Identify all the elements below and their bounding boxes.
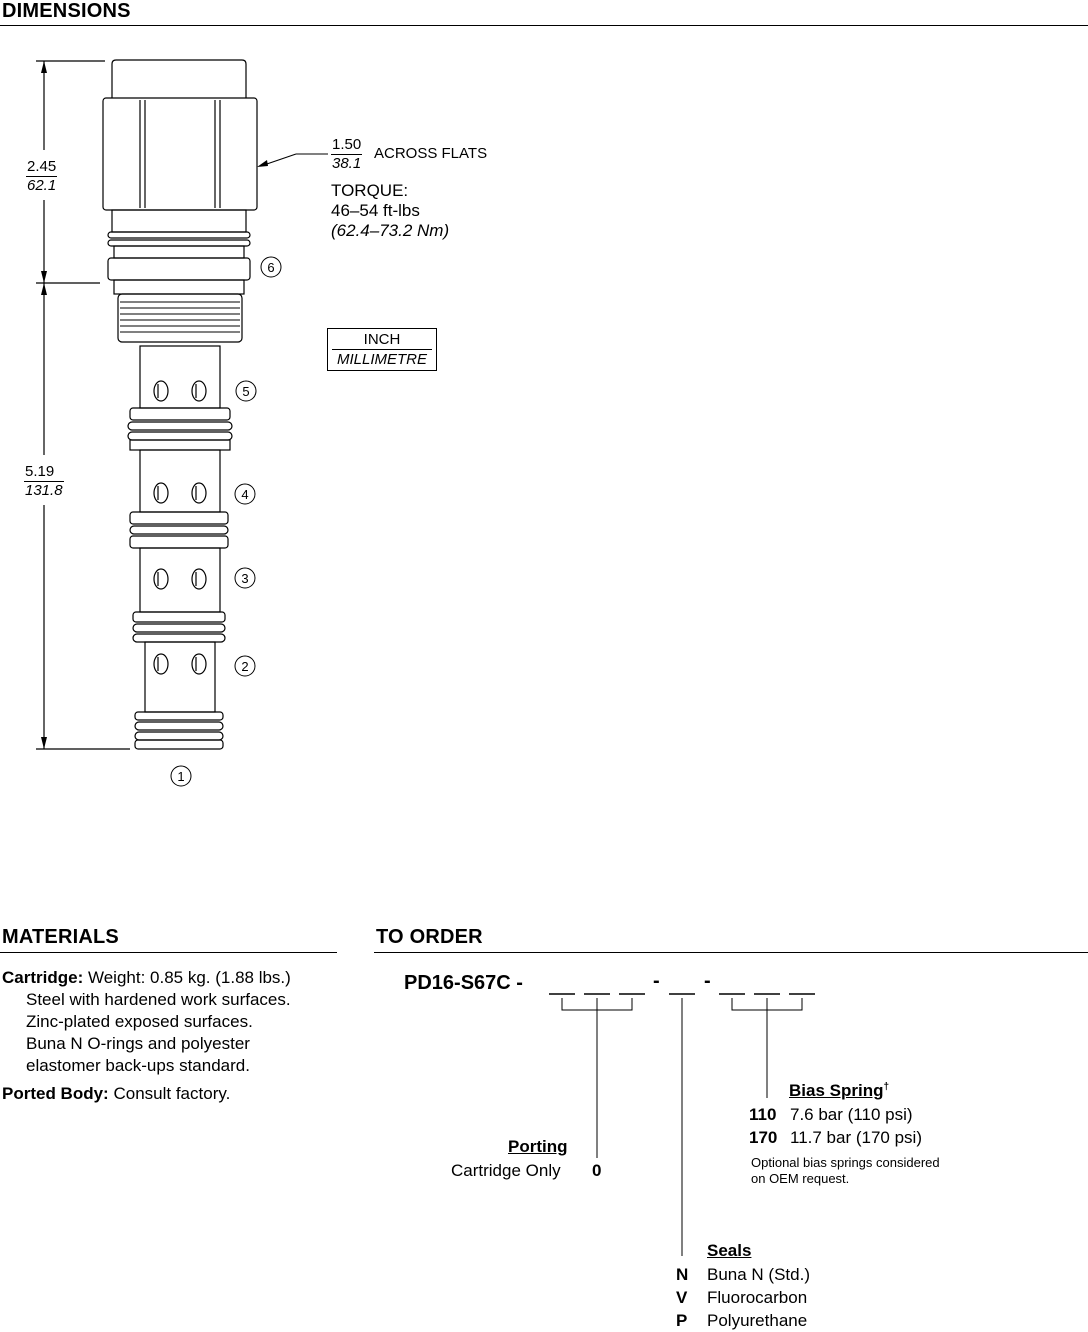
bias-option-170-label: 11.7 bar (170 psi) xyxy=(790,1128,922,1147)
materials-heading: MATERIALS xyxy=(2,926,119,948)
bias-option-170-code: 170 xyxy=(749,1128,778,1147)
torque-metric: (62.4–73.2 Nm) xyxy=(331,221,450,240)
model-code: PD16-S67C - xyxy=(404,972,523,994)
ported-body-text: Consult factory. xyxy=(113,1084,231,1103)
port-5-label: 5 xyxy=(242,384,250,399)
port-4-label: 4 xyxy=(241,487,249,502)
port-1-label: 1 xyxy=(177,769,185,784)
cartridge-line-4: Buna N O-rings and polyester xyxy=(26,1034,250,1053)
torque-label: TORQUE: xyxy=(331,181,409,200)
model-dash-2: - xyxy=(704,970,711,992)
seal-option-p-code: P xyxy=(676,1311,688,1330)
ported-body-label: Ported Body: xyxy=(2,1084,109,1103)
port-6-label: 6 xyxy=(267,260,275,275)
torque-value: 46–54 ft-lbs xyxy=(331,201,420,220)
bias-note-line-2: on OEM request. xyxy=(751,1171,850,1186)
model-dash-1: - xyxy=(653,970,660,992)
seals-title: Seals xyxy=(707,1241,752,1260)
seal-option-v-label: Fluorocarbon xyxy=(707,1288,808,1307)
across-flats-mm: 38.1 xyxy=(332,155,362,172)
porting-title: Porting xyxy=(508,1137,568,1156)
cartridge-weight: Weight: 0.85 kg. (1.88 lbs.) xyxy=(87,968,291,987)
cartridge-line-5: elastomer back-ups standard. xyxy=(26,1056,250,1075)
across-flats-inch: 1.50 xyxy=(332,136,362,153)
bias-option-110-label: 7.6 bar (110 psi) xyxy=(790,1105,913,1124)
cartridge-line-3: Zinc-plated exposed surfaces. xyxy=(26,1012,253,1031)
across-flats-label: ACROSS FLATS xyxy=(374,145,488,162)
unit-key-mm: MILLIMETRE xyxy=(336,351,427,368)
bias-spring-title: Bias Spring† xyxy=(789,1081,890,1100)
bias-spring-mark: † xyxy=(883,1081,890,1093)
unit-key-inch: INCH xyxy=(363,331,401,348)
cartridge-line-2: Steel with hardened work surfaces. xyxy=(26,990,291,1009)
dim-lower-mm: 131.8 xyxy=(25,482,63,499)
bias-option-110-code: 110 xyxy=(749,1105,777,1124)
seal-option-p-label: Polyurethane xyxy=(707,1311,808,1330)
dim-upper-mm: 62.1 xyxy=(27,177,57,194)
porting-option-code: 0 xyxy=(592,1161,602,1180)
port-3-label: 3 xyxy=(241,571,249,586)
order-heading: TO ORDER xyxy=(376,926,483,948)
bias-note xyxy=(751,1155,940,1187)
seal-option-v-code: V xyxy=(676,1288,688,1307)
dim-lower-inch: 5.19 xyxy=(24,463,64,482)
bias-note-line-1: Optional bias springs considered xyxy=(751,1155,940,1170)
dim-upper-inch: 2.45 xyxy=(27,158,57,175)
port-2-label: 2 xyxy=(241,659,249,674)
seal-option-n-code: N xyxy=(676,1265,689,1284)
seal-option-n-label: Buna N (Std.) xyxy=(707,1265,810,1284)
cartridge-label: Cartridge: xyxy=(2,968,84,987)
porting-option-label: Cartridge Only xyxy=(451,1161,561,1180)
dimensions-heading: DIMENSIONS xyxy=(2,0,131,22)
